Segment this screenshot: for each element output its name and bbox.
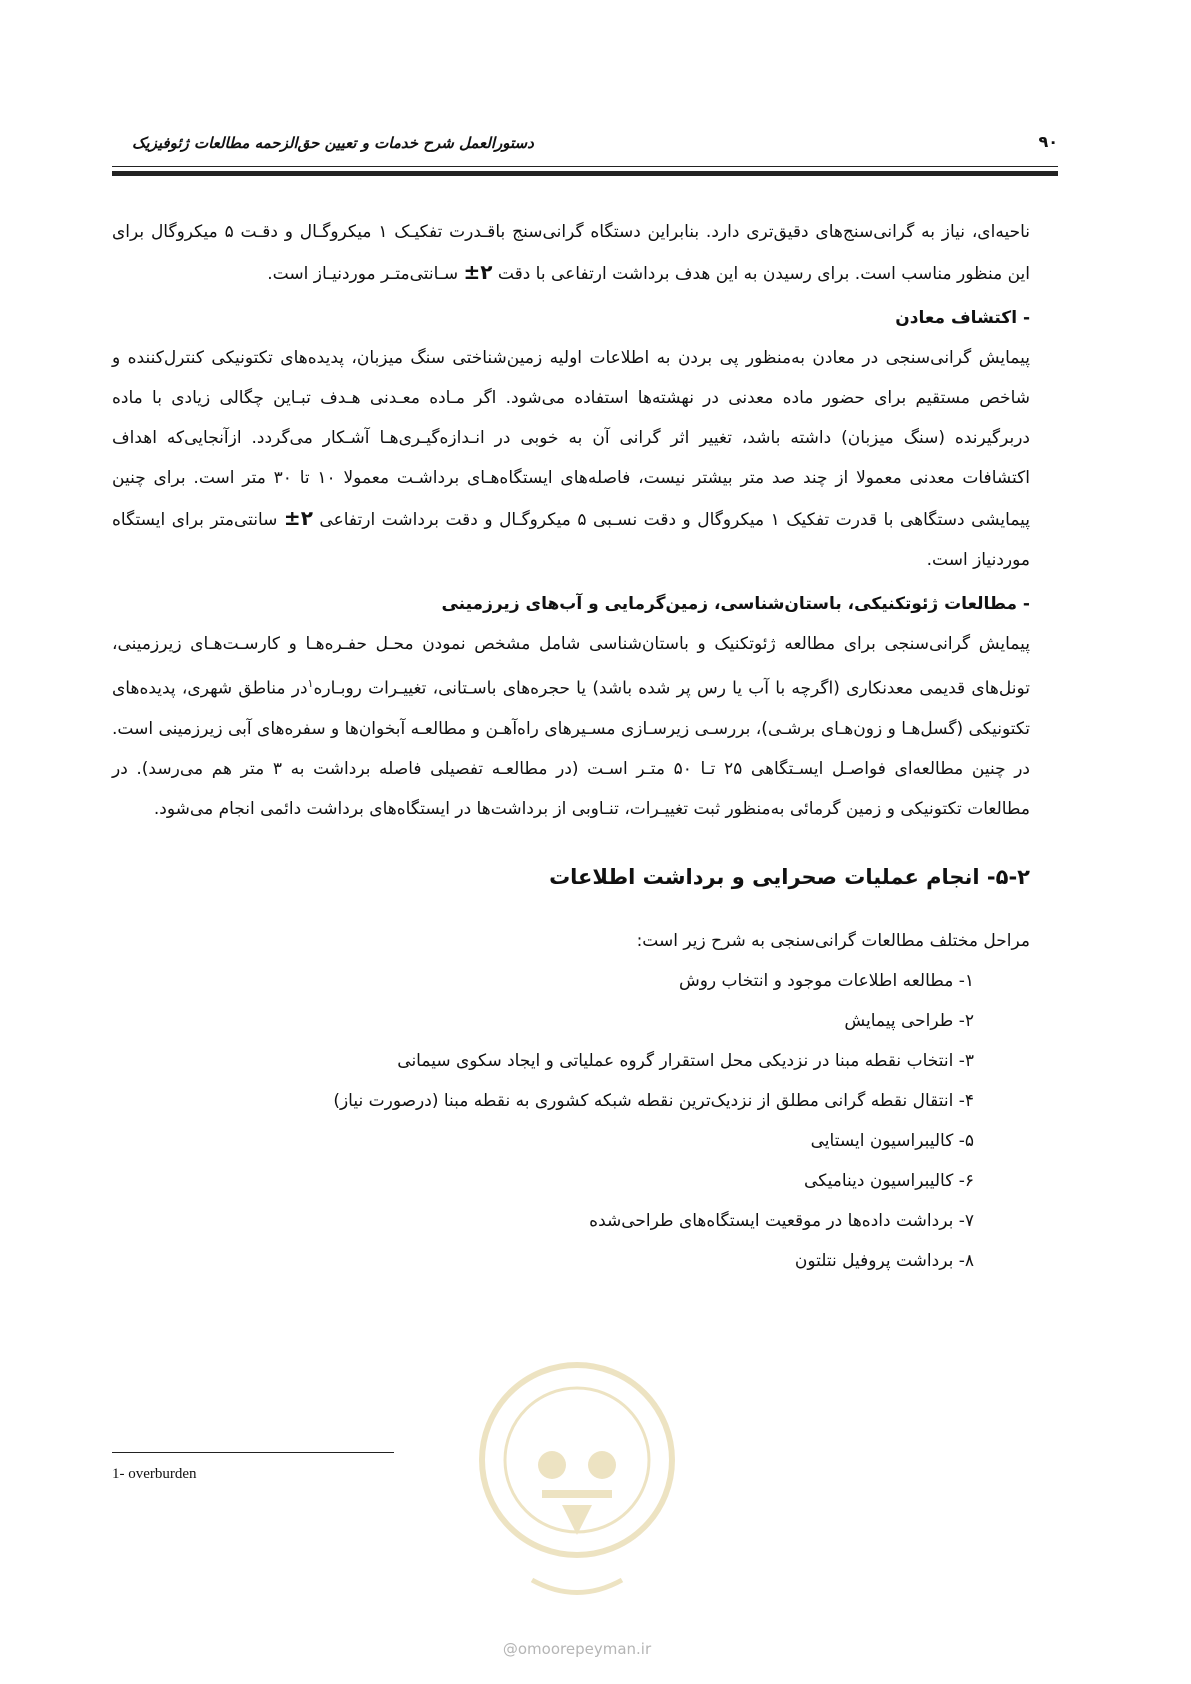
list-item: ۱- مطالعه اطلاعات موجود و انتخاب روش [678,970,974,991]
paragraph-text: سانتی‌متر برای ایستگاه موردنیاز است. [112,510,1030,570]
header-title: دستورالعمل شرح خدمات و تعیین حق‌الزحمه مطالعات ژئوفیزیک [132,134,534,152]
watermark-logo-icon [462,1330,692,1620]
paragraph-text: در مناطق شهری، پدیده‌های تکتونیکی (گسل‌هـا و زون‌هـای برشـی)، بررسـی زیرسـازی مسـیرهای راه‌آهـن و مطالعـه آبخوان‌ها و سفره‌های آبی زیرزمینی است. در چنین مطالعه‌ای فواصـل ایسـتگاهی ۲۵ تـا ۵۰ متـر اسـت (در مطالعـه تفصیلی فاصله برداشت به ۳ متر هم می‌رسد). در مطالعات تکتونیکی و زمین گرمائی به‌منظور ثبت تغییـرات، تنـاوبی از برداشت‌ها در ایستگاه‌های برداشت دائمی انجام می‌شود. [112,678,1031,819]
list-item: ۳- انتخاب نقطه مبنا در نزدیکی محل استقرار گروه عملیاتی و ایجاد سکوی سیمانی [397,1050,974,1071]
footnote: 1- overburden [112,1466,197,1482]
header-rule-thick [112,171,1058,176]
list-item: ۴- انتقال نقطه گرانی مطلق از نزدیک‌ترین نقطه شبکه کشوری به نقطه مبنا (درصورت نیاز) [333,1090,974,1111]
paragraph-text: سـانتی‌متـر موردنیـاز است. [267,264,459,284]
list-item: ۸- برداشت پروفیل نتلتون [794,1250,974,1271]
list-item: ۵- کالیبراسیون ایستایی [810,1130,974,1151]
plus-minus-value: ۲± [283,506,313,530]
bullet-heading-mining: - اکتشاف معادن [895,308,1030,328]
paragraph-text: پیمایش گرانی‌سنجی در معادن به‌منظور پی بردن به اطلاعات اولیه زمین‌شناختی سنگ میزبان، پدیده‌های تکتونیکی کنترل‌کننده و شاخص مستقیم برای حضور ماده معدنی در نهشته‌ها استفاده می‌شود. اگر مـاده معـدنی هـدف تبـاین چگالی زیادی با ماده دربرگیرنده (سنگ میزبان) داشته باشد، تغییر اثر گرانی آن به خوبی در انـدازه‌گیـری‌هـا آشـکار می‌گردد. ازآنجایی‌که اهداف اکتشافات معدنی معمولا از چند صد متر بیشتر نیست، فاصله‌های ایستگاه‌هـای برداشـت معمولا ۱۰ تا ۳۰ متر است. برای چنین پیمایشی دستگاهی با قدرت تفکیک ۱ میکروگال و دقت نسـبی ۵ میکروگـال و دقت برداشت ارتفاعی [112,348,1031,530]
paragraph-mining [112,338,1030,580]
section-heading: ۵-۲- انجام عملیات صحرایی و برداشت اطلاعات [549,864,1030,889]
header-rule-thin [112,166,1058,167]
paragraph-geotechnical [112,624,1030,829]
list-item: ۲- طراحی پیمایش [844,1010,974,1031]
paragraph-intro [112,212,1030,294]
watermark-site: @omoorepeyman.ir [502,1640,652,1658]
steps-list [112,961,1030,1281]
footnote-ref[interactable]: ۱ [307,677,314,690]
plus-minus-value: ۲± [463,260,493,284]
footnote-rule [112,1452,394,1453]
list-item: ۷- برداشت داده‌ها در موقعیت ایستگاه‌های طراحی‌شده [589,1210,974,1231]
page-number: ۹۰ [1038,132,1058,151]
bullet-heading-geotechnical: - مطالعات ژئوتکنیکی، باستان‌شناسی، زمین‌گرمایی و آب‌های زیرزمینی [441,594,1030,614]
paragraph-text: ناحیه‌ای، نیاز به گرانی‌سنج‌های دقیق‌تری دارد. بنابراین دستگاه گرانی‌سنج باقـدرت تفکیـک ۱ میکروگـال و دقـت ۵ میکروگال برای این منظور مناسب است. برای رسیدن به این هدف برداشت ارتفاعی با دقت [112,222,1030,284]
list-item: ۶- کالیبراسیون دینامیکی [804,1170,974,1191]
paragraph-text: پیمایش گرانی‌سنجی برای مطالعه ژئوتکنیک و باستان‌شناسی شامل مشخص نمودن محـل حفـره‌هـا و کارسـت‌هـای زیرزمینی، تونل‌های قدیمی معدنکاری (اگرچه با آب یا رس پر شده باشد) یا حجره‌های باسـتانی، تغییـرات روبـاره [112,634,1030,699]
page-header [112,120,1058,170]
steps-intro: مراحل مختلف مطالعات گرانی‌سنجی به شرح زیر است: [636,930,1030,951]
page-body [112,212,1030,1281]
